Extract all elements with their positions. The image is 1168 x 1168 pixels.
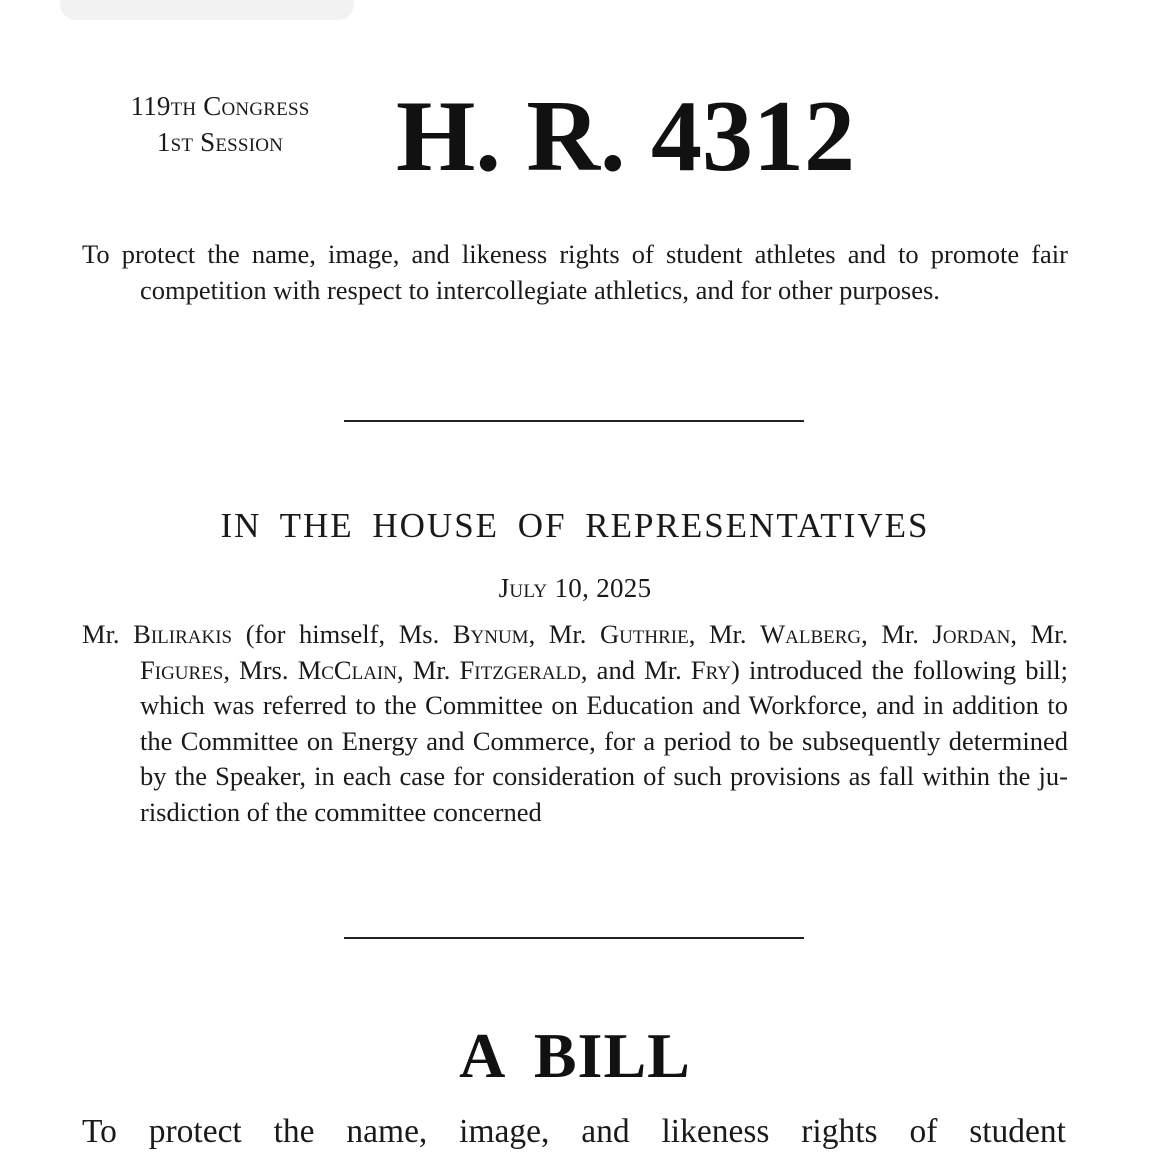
- chamber-heading: IN THE HOUSE OF REPRESENTATIVES: [220, 506, 930, 545]
- congress-session-label: [80, 88, 360, 160]
- cosponsor: Mrs. McClain,: [239, 654, 404, 685]
- cosponsor-intro: (for himself,: [245, 619, 386, 649]
- bill-long-title: To protect the name, image, and likeness rights of student: [82, 1113, 1066, 1150]
- congress-number: 119th Congress: [130, 91, 310, 121]
- divider-rule: [344, 420, 804, 422]
- cosponsor: Mr. Figures,: [140, 619, 1069, 685]
- introduction-date: July 10, 2025: [498, 573, 652, 603]
- bill-heading: A BILL: [459, 1020, 691, 1091]
- session-number: 1st Session: [156, 127, 284, 157]
- browser-tab-strip: [60, 0, 354, 20]
- lead-sponsor-prefix: Mr.: [82, 619, 120, 649]
- referral-text: introduced the following bill; which was referred to the Committee on Education and Workforce, and in addition to the Committee on Energy and Commerce, for a period to be subsequently determined by the Speaker, in each case for consideration of such provisions as fall within the jurisdiction of the committee concerned: [140, 654, 1069, 827]
- cosponsor: Ms. Bynum,: [398, 619, 536, 649]
- bill-number: H. R. 4312: [396, 80, 855, 193]
- divider-rule: [344, 937, 804, 939]
- lead-sponsor-name: Bilirakis: [133, 619, 233, 649]
- cosponsor: Mr. Fry): [644, 654, 740, 685]
- cosponsor: Mr. Walberg,: [708, 619, 868, 649]
- cosponsor: Mr. Fitzgerald, and: [412, 654, 635, 685]
- cosponsor: Mr. Guthrie,: [548, 619, 696, 649]
- sponsors-paragraph: [82, 617, 1068, 830]
- cosponsor: Mr. Jordan,: [881, 619, 1017, 649]
- bill-short-title: To protect the name, image, and likeness rights of student athletes and to promote fair competition with respect to intercollegiate athletics, and for other purposes.: [82, 239, 1068, 305]
